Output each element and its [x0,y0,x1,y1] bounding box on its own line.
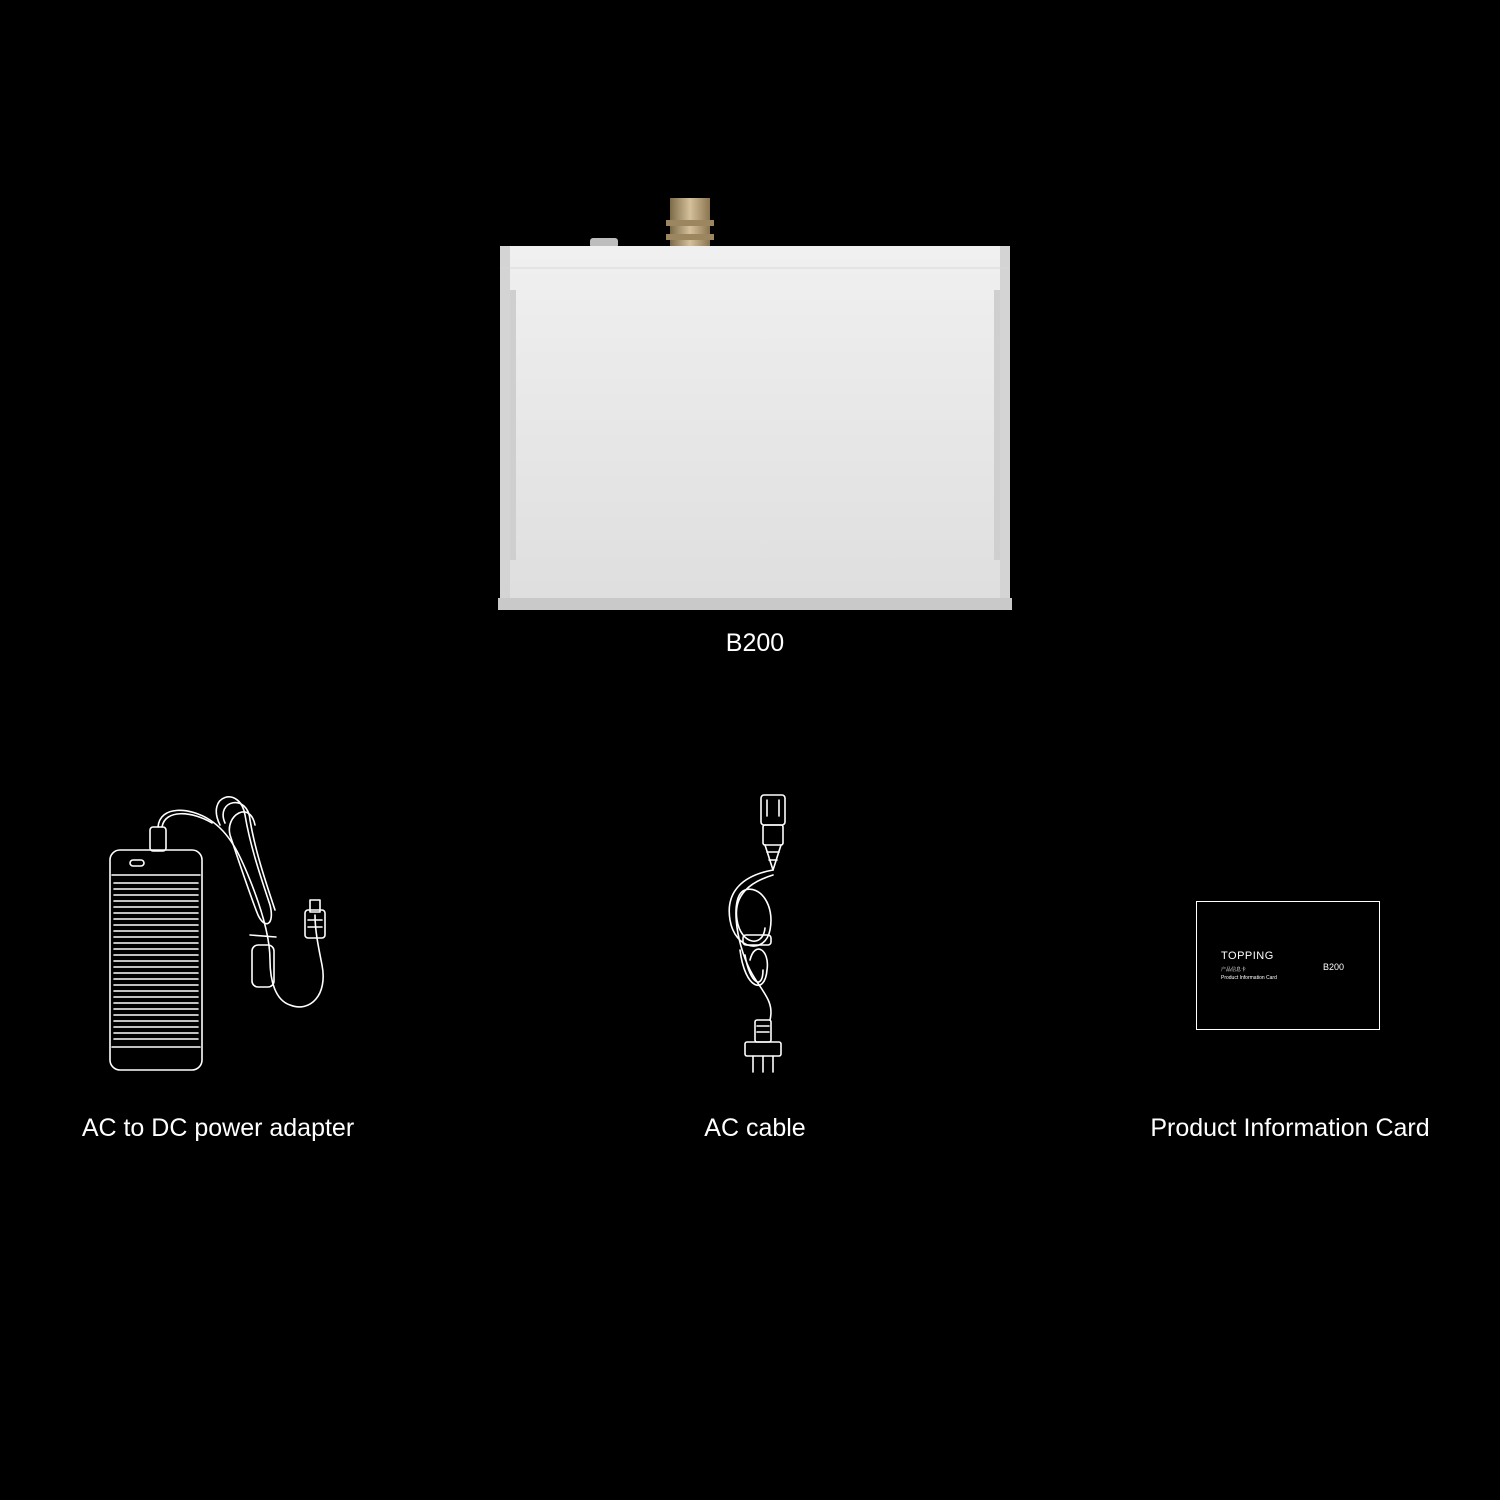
ac-cable-image [715,790,795,1080]
b200-label: B200 [725,629,785,657]
b200-device-image [490,190,1020,615]
ac-cable-label: AC cable [704,1114,806,1142]
adapter-vent-lines [114,883,198,1039]
card-subtitle-cn: 产品信息卡 [1221,967,1247,973]
card-subtitle-en: Product Information Card [1221,975,1277,981]
product-info-card-label: Product Information Card [1150,1114,1430,1142]
power-adapter-label: AC to DC power adapter [81,1114,355,1142]
product-info-card [1196,901,1380,1030]
card-brand: TOPPING [1221,950,1274,962]
power-adapter-image [100,785,340,1085]
card-model: B200 [1323,962,1345,972]
